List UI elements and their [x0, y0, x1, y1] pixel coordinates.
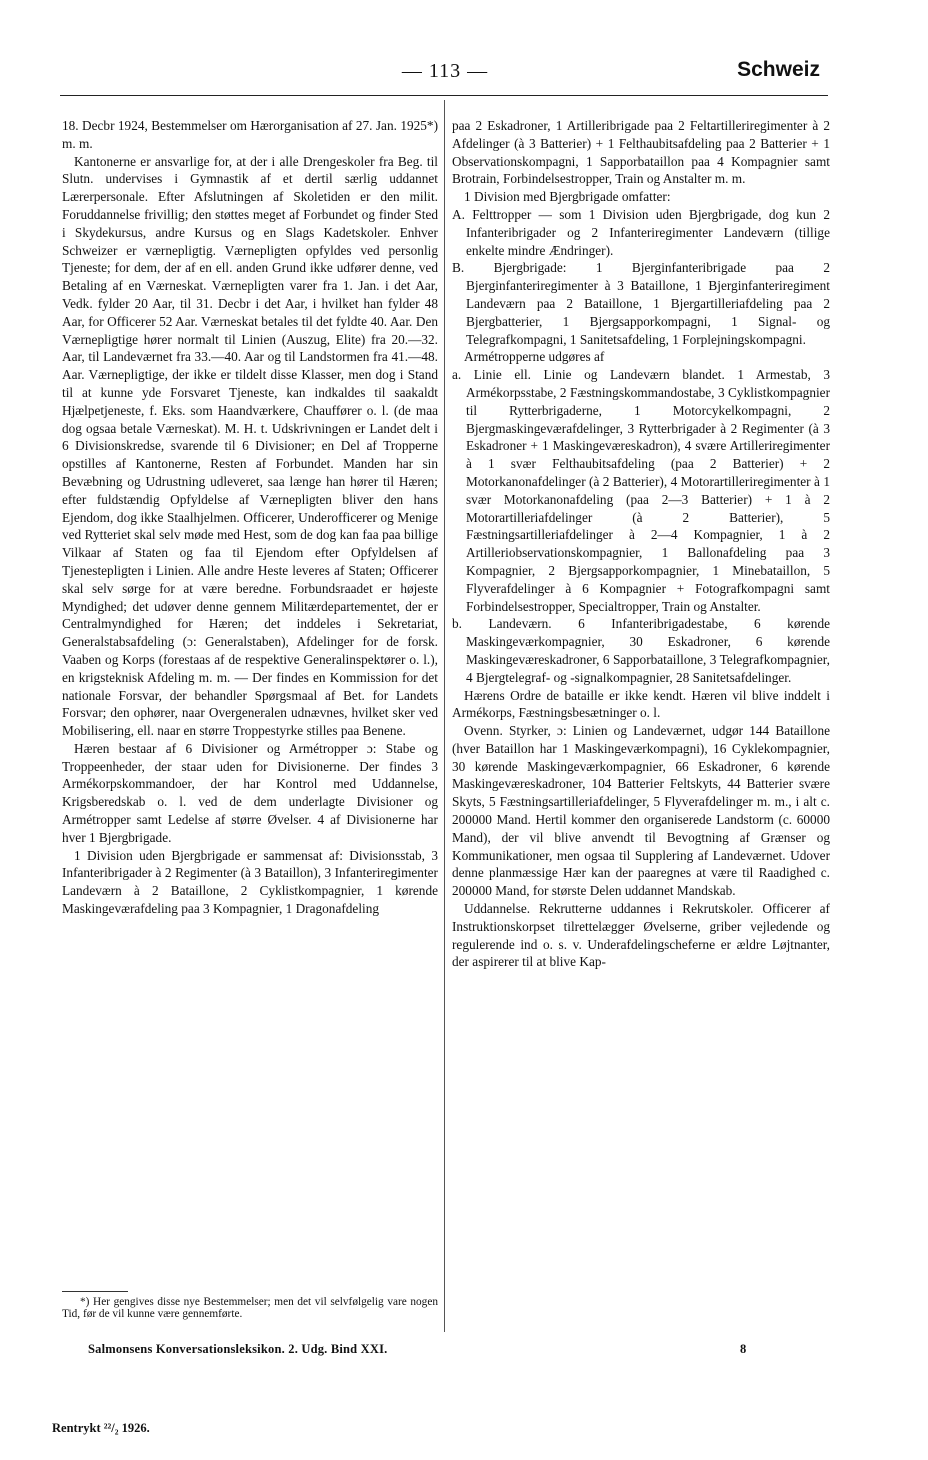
list-item: B. Bjergbrigade: 1 Bjerginfanteribrigade paa 2 Bjerginfanteriregimenter à 3 Bataillone, 1 Bjerginfanteriregiment Landeværn paa 2 Bataillone, 1 Bjergartilleriafdeling paa 2 Bjergbatterier, 1 Bjergsapporkompagni, 1 Signal- og Telegrafkompagni, 1 Sanitetsafdeling, 1 Forplejningskompagni. [452, 260, 830, 347]
list-item: a. Linie ell. Linie og Landeværn blandet. 1 Armestab, 3 Armékorpsstabe, 2 Fæstningskommandostabe, 3 Cyklistkompagnier til Rytterbrigaderne, 1 Motorcykelkompagni, 2 Bjergmaskingeværafdelinger, 3 Rytterbrigader à 2 Regimenter (à 3 Eskadroner + 1 Maskingeværeskadron), 4 svære Artilleriregimenter à 1 svær Felthaubitsafdeling (paa 2 Batterier) + 2 Motorkanonafdelinger (à 2 Batterier), 4 Motorartilleriregimenter à 1 svær Motorkanonafdeling (paa 2—3 Batterier) + 1 à 2 Motorartilleriafdelinger (à 2 Batterier), 5 Fæstningsartilleriafdelinger à 2—4 Kompagnier, 1 à 2 Artilleriobservationskompagnier, 1 Ballonafdeling paa 3 Kompagnier, 2 Bjergsapporkompagnier, 1 Minebataillon, 5 Flyverafdelinger à 6 Kompagnier + Fotografkompagni samt Forbindelsestropper, Specialtropper, Train og Anstalter. [452, 367, 830, 614]
right-column [452, 117, 830, 971]
list-item: b. Landeværn. 6 Infanteribrigadestabe, 6 kørende Maskingeværkompagnier, 30 Eskadroner, 6 kørende Maskingeværeskadroner, 6 Sapporbataillone, 3 Telegrafkompagnier, 4 Bjergtelegraf- og -signalkompagnier, 28 Sanitetsafdelinger. [452, 616, 830, 685]
footnote-text: *) Her gengives disse nye Bestemmelser; men det vil selvfølgelig vare nogen Tid, før de vil kunne være gennemførte. [62, 1296, 438, 1320]
paragraph: paa 2 Eskadroner, 1 Artilleribrigade paa 2 Feltartilleriregimenter à 2 Afdelinger (à 3 Batterier) + 1 Felthaubitsafdeling paa 2 Batterier + 1 Observationskompagni, 1 Sapporbataillon paa 4 Kompagnier samt Brotrain, Forbindelsestropper, Train og Anstalter m. m. [452, 118, 830, 187]
paragraph: Kantonerne er ansvarlige for, at der i alle Drengeskoler fra Beg. til Slutn. undervises i Gymnastik af et dertil særlig uddannet Lærerpersonale. Efter Afslutningen af Skoletiden er den milit. Foruddannelse frivillig; den støttes meget af Forbundet og finder Sted i Skydekursus, andre Kursus og en Slags Kadetskoler. Enhver Schweizer er værnepligtig. Værnepligten opfyldes ved personlig Tjeneste; for dem, der af en ell. anden Grund ikke udfører denne, ved Betaling af en Værneskat. Værnepligten varer fra 1. Jan. i det Aar, Vedk. fylder 20 Aar, til 31. Decbr i det Aar, i hvilket han fylder 48 Aar, for Officerer 52 Aar. Værneskat betales til det fyldte 40. Aar. Den Værnepligtige hører normalt til Linien (Auszug, Elite) fra 20.—32. Aar, til Landeværnet fra 33.—40. Aar og til Landstormen fra 41.—48. Aar. Værnepligtige, der ikke er tildelt disse Klasser, men dog i Stand til at kunne yde Forsvaret Tjeneste, kan indkaldes til saakaldt Hjælpetjeneste, f. Eks. som Haandværkere, Chauffører o. l. (de maa dog ogsaa betale Værneskat). M. H. t. Udskrivningen er Landet delt i 6 Divisionskredse, svarende til 6 Divisioner; en Del af Tropperne opstilles af Kantonerne, Resten af Forbundet. Manden har sin Bevæbning og Udrustning udleveret, saa længe han hører til Hæren; efter fuldstændig Opfyldelse af Værnepligten bliver den hans Ejendom, dog ikke Staalhjelmen. Officerer, Underofficerer og Menige ved Rytteriet skal selv møde med Hest, som de dog kan faa paa billige Vilkaar af Staten og faa til Ejendom efter Opfyldelsen af Tjenestepligten i Linien. Alle andre Heste leveres af Staten; Officerer skal selv sørge for at være beredne. Forbundsraadet er højeste Myndighed; det udøver denne gennem Militærdepartementet, der er Centralmyndighed for Hæren; det inddeles i Sekretariat, Generalstabsafdeling (ɔ: Generalstaben), Afdelinger for de forsk. Vaaben og Korps (forestaas af de respektive Generalinspektører o. l.), en krigsteknisk Afdeling m. m. — Der findes en Kommission for det nationale Forsvar, der behandler Spørgsmaal af Bet. for Landets Forsvar; den ophører, naar Overgeneralen udnævnes, hvilket sker ved Mobilisering, ell. naar en større Troppestyrke stilles paa Benene. [62, 153, 438, 739]
publisher-line: Salmonsens Konversationsleksikon. 2. Udg. Bind XXI. [88, 1342, 388, 1356]
paragraph: Hærens Ordre de bataille er ikke kendt. Hæren vil blive inddelt i Armékorps, Fæstningsbesætninger o. l. [452, 687, 830, 721]
page-header [0, 58, 928, 88]
left-column [62, 117, 438, 918]
footnote [62, 1296, 438, 1320]
paragraph: 18. Decbr 1924, Bestemmelser om Hærorganisation af 27. Jan. 1925*) m. m. [62, 118, 438, 151]
paragraph: Uddannelse. Rekrutterne uddannes i Rekrutskoler. Officerer af Instruktionskorpset tilrettelægger Øvelserne, griber vejledende og regulerende ind o. s. v. Underafdelingscheferne er ældre Løjtnanter, der aspirerer til at blive Kap- [452, 901, 830, 970]
header-rule [60, 95, 828, 96]
paragraph: Ovenn. Styrker, ɔ: Linien og Landeværnet, udgør 144 Bataillone (hver Bataillon har 1 Maskingeværkompagni), 16 Cyklekompagnier, 30 kørende Maskingeværkompagnier, 66 Eskadroner, 6 kørende Maskingeværeskadroner, 104 Batterier Feltskyts, 44 Batterier svære Skyts, 5 Fæstningsartilleriafdelinger, 5 Flyverafdelinger m. m., i alt c. 200000 Mand. Hertil kommer den organiserede Landstorm (c. 60000 Mand), der vil blive anvendt til Bevogtning af Grænser og Kommunikationer, men ogsaa til Supplering af Landeværnet. Udover denne planmæssige Hær kan der paaregnes at være til Raadighed c. 200000 Mand, for største Delen uddannet Mandskab. [452, 723, 830, 899]
page-number: — 113 — [401, 60, 489, 82]
section-heading: 1 Division med Bjergbrigade omfatter: [464, 189, 671, 205]
reprint-line: Rentrykt ²²/₂ 1926. [52, 1421, 150, 1435]
list-item: A. Felttropper — som 1 Division uden Bjergbrigade, dog kun 2 Infanteribrigader og 2 Infanteriregimenter Landeværn (tillige enkelte mindre Ændringer). [452, 206, 830, 258]
sheet-number: 8 [740, 1342, 747, 1356]
running-head: Schweiz [737, 58, 820, 81]
paragraph: Hæren bestaar af 6 Divisioner og Armétropper ɔ: Stabe og Troppeenheder, der staar uden for Divisionerne. Der findes 3 Armékorpskommandoer, der har Kontrol med Uddannelse, Krigsberedskab o. l. ved de dem underlagte Divisioner og Armétropper samt Ledelse af større Øvelser. 4 af Divisionerne har hver 1 Bjergbrigade. [62, 740, 438, 845]
paragraph: 1 Division uden Bjergbrigade er sammensat af: Divisionsstab, 3 Infanteribrigader à 2 Regimenter (à 3 Bataillon), 3 Infanteriregimenter Landeværn à 2 Bataillone, 2 Cyklistkompagnier, 1 kørende Maskingeværafdeling paa 3 Kompagnier, 1 Dragonafdeling [62, 847, 438, 917]
column-divider [444, 100, 445, 1332]
section-heading: Armétropperne udgøres af [464, 349, 605, 365]
footnote-rule [62, 1291, 128, 1292]
